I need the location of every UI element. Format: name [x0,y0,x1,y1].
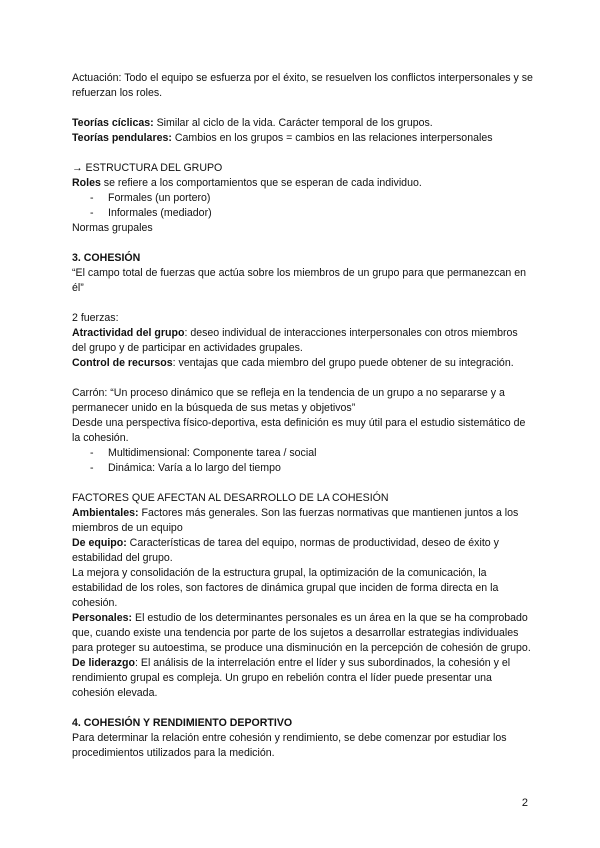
paragraph-dos-fuerzas: 2 fuerzas: [72,312,119,324]
paragraph-carron: Carrón: “Un proceso dinámico que se refleja en la tendencia de un grupo a no separarse y a permanecer unido en la búsqueda de sus metas y objetivos” [72,387,505,414]
label-liderazgo: De liderazgo [72,657,135,669]
label-ambientales: Ambientales: [72,507,139,519]
paragraph-normas: Normas grupales [72,222,153,234]
heading-cohesion: 3. COHESIÓN [72,252,141,264]
paragraph-control [72,356,534,371]
quote-cohesion: “El campo total de fuerzas que actúa sobre los miembros de un grupo para que permanezcan en él” [72,267,527,294]
heading-rendimiento: 4. COHESIÓN Y RENDIMIENTO DEPORTIVO [72,717,293,729]
paragraph-equipo [72,536,534,566]
paragraph-pendulares [72,131,534,146]
document-page [72,71,534,761]
text-ciclicas: Similar al ciclo de la vida. Carácter temporal de los grupos. [153,117,433,129]
list-item: - Dinámica: Varía a lo largo del tiempo [90,461,534,476]
text-pendulares: Cambios en los grupos = cambios en las relaciones interpersonales [171,132,493,144]
text-roles: se refiere a los comportamientos que se esperan de cada individuo. [100,177,422,189]
list-item: - Informales (mediador) [90,206,534,221]
list-item: - Formales (un portero) [90,191,534,206]
cohesion-list [72,446,534,476]
label-ciclicas: Teorías cíclicas: [72,117,154,129]
heading-factores: FACTORES QUE AFECTAN AL DESARROLLO DE LA COHESIÓN [72,492,389,504]
paragraph-mejora: La mejora y consolidación de la estructura grupal, la optimización de la comunicación, la estabilidad de los roles, son factores de dinámica grupal que inciden de forma directa en la cohesión. [72,567,499,609]
heading-estructura: → ESTRUCTURA DEL GRUPO [72,162,223,174]
paragraph-ciclicas [72,116,534,131]
label-roles: Roles [72,177,101,189]
label-control: Control de recursos [72,357,173,369]
label-atractividad: Atractividad del grupo [72,327,185,339]
paragraph-perspectiva: Desde una perspectiva físico-deportiva, esta definición es muy útil para el estudio sistemático de la cohesión. [72,417,526,444]
label-equipo: De equipo: [72,537,127,549]
text-ambientales: Factores más generales. Son las fuerzas normativas que mantienen juntos a los miembros de un equipo [72,507,519,534]
paragraph-atractividad [72,326,534,356]
paragraph-personales [72,611,534,656]
text-control: : ventajas que cada miembro del grupo puede obtener de su integración. [172,357,514,369]
paragraph-actuacion: Actuación: Todo el equipo se esfuerza por el éxito, se resuelven los conflictos interpersonales y se refuerzan los roles. [72,72,533,99]
roles-list [72,191,534,221]
paragraph-roles [72,176,534,191]
paragraph-ambientales [72,506,534,536]
text-atractividad: : deseo individual de interacciones interpersonales con otros miembros del grupo y de participar en actividades grupales. [72,327,518,354]
paragraph-liderazgo [72,656,534,701]
text-personales: El estudio de los determinantes personales es un área en la que se ha comprobado que, cuando existe una tendencia por parte de los sujetos a desarrollar estrategias individuales para proteger su autoestima, se produce una disminución en la percepción de cohesión de grupo. [72,612,531,654]
label-personales: Personales: [72,612,133,624]
text-liderazgo: : El análisis de la interrelación entre el líder y sus subordinados, la cohesión y el rendimiento grupal es compleja. Un grupo en rebelión contra el líder puede presentar una cohesión elevada. [72,657,511,699]
text-equipo: Características de tarea del equipo, normas de productividad, deseo de éxito y estabilidad del grupo. [72,537,499,564]
page-number: 2 [521,797,528,809]
label-pendulares: Teorías pendulares: [72,132,172,144]
paragraph-rendimiento: Para determinar la relación entre cohesión y rendimiento, se debe comenzar por estudiar los procedimientos utilizados para la medición. [72,732,507,759]
list-item: - Multidimensional: Componente tarea / social [90,446,534,461]
